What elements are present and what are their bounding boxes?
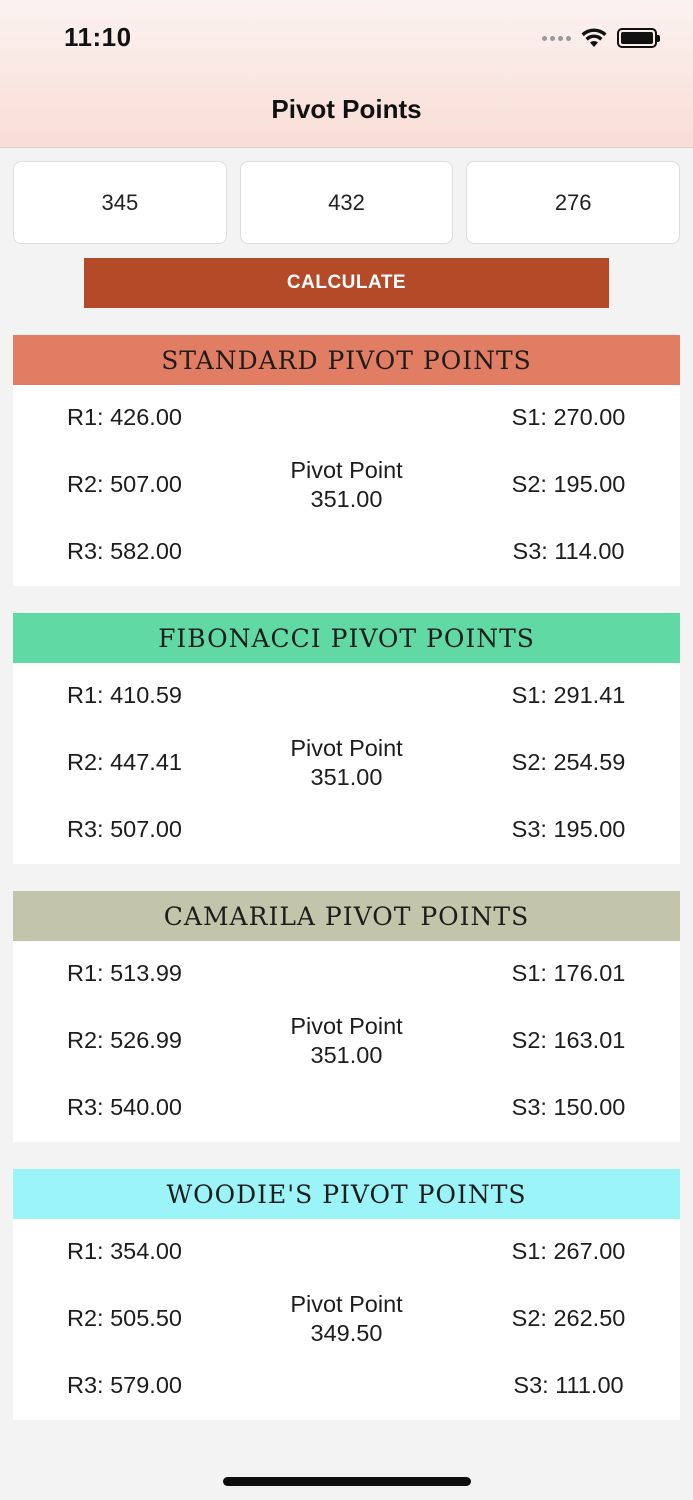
pivot-point-value: 349.50 (310, 1320, 383, 1346)
resistance-2: R2: 505.50 (67, 1305, 182, 1331)
support-1: S1: 176.01 (511, 960, 626, 986)
support-3: S3: 111.00 (513, 1372, 624, 1398)
card-title: FIBONACCI PIVOT POINTS (13, 613, 680, 663)
card-body (13, 941, 680, 1142)
support-2: S2: 262.50 (511, 1305, 626, 1331)
support-2: S2: 163.01 (511, 1027, 626, 1053)
pivot-point-label: Pivot Point (290, 1291, 403, 1317)
low-input[interactable]: 432 (240, 161, 454, 244)
close-input[interactable]: 276 (466, 161, 680, 244)
card-title: STANDARD PIVOT POINTS (13, 335, 680, 385)
resistance-2: R2: 447.41 (67, 749, 182, 775)
woodies-pivot-card (13, 1169, 680, 1420)
fibonacci-pivot-card (13, 613, 680, 864)
navigation-header (0, 0, 693, 148)
support-3: S3: 150.00 (511, 1094, 626, 1120)
card-body (13, 1219, 680, 1420)
pivot-point-label: Pivot Point (290, 1013, 403, 1039)
input-row (13, 161, 680, 244)
card-body (13, 663, 680, 864)
high-input[interactable]: 345 (13, 161, 227, 244)
pivot-point-value: 351.00 (310, 1042, 383, 1068)
status-time: 11:10 (64, 22, 132, 52)
card-body (13, 385, 680, 586)
resistance-3: R3: 540.00 (67, 1094, 182, 1120)
resistance-2: R2: 526.99 (67, 1027, 182, 1053)
resistance-2: R2: 507.00 (67, 471, 182, 497)
standard-pivot-card (13, 335, 680, 586)
pivot-point (236, 456, 457, 514)
resistance-1: R1: 354.00 (67, 1238, 182, 1264)
resistance-3: R3: 582.00 (67, 538, 182, 564)
pivot-point-value: 351.00 (310, 486, 383, 512)
page-title: Pivot Points (271, 94, 422, 124)
battery-icon (617, 28, 657, 48)
card-title: CAMARILA PIVOT POINTS (13, 891, 680, 941)
resistance-1: R1: 513.99 (67, 960, 182, 986)
support-3: S3: 195.00 (511, 816, 626, 842)
support-1: S1: 270.00 (511, 404, 626, 430)
pivot-point (236, 734, 457, 792)
home-indicator (223, 1477, 471, 1486)
resistance-3: R3: 579.00 (67, 1372, 182, 1398)
support-1: S1: 291.41 (511, 682, 626, 708)
cellular-signal-icon (542, 36, 571, 41)
support-2: S2: 195.00 (511, 471, 626, 497)
support-1: S1: 267.00 (511, 1238, 626, 1264)
wifi-icon (581, 28, 607, 48)
pivot-point (236, 1012, 457, 1070)
card-title: WOODIE'S PIVOT POINTS (13, 1169, 680, 1219)
pivot-point-label: Pivot Point (290, 735, 403, 761)
resistance-3: R3: 507.00 (67, 816, 182, 842)
pivot-point (236, 1290, 457, 1348)
resistance-1: R1: 426.00 (67, 404, 182, 430)
resistance-1: R1: 410.59 (67, 682, 182, 708)
pivot-point-label: Pivot Point (290, 457, 403, 483)
support-2: S2: 254.59 (511, 749, 626, 775)
status-icons (542, 26, 657, 50)
calculate-button[interactable]: CALCULATE (84, 258, 609, 308)
camarila-pivot-card (13, 891, 680, 1142)
support-3: S3: 114.00 (512, 538, 625, 564)
pivot-point-value: 351.00 (310, 764, 383, 790)
